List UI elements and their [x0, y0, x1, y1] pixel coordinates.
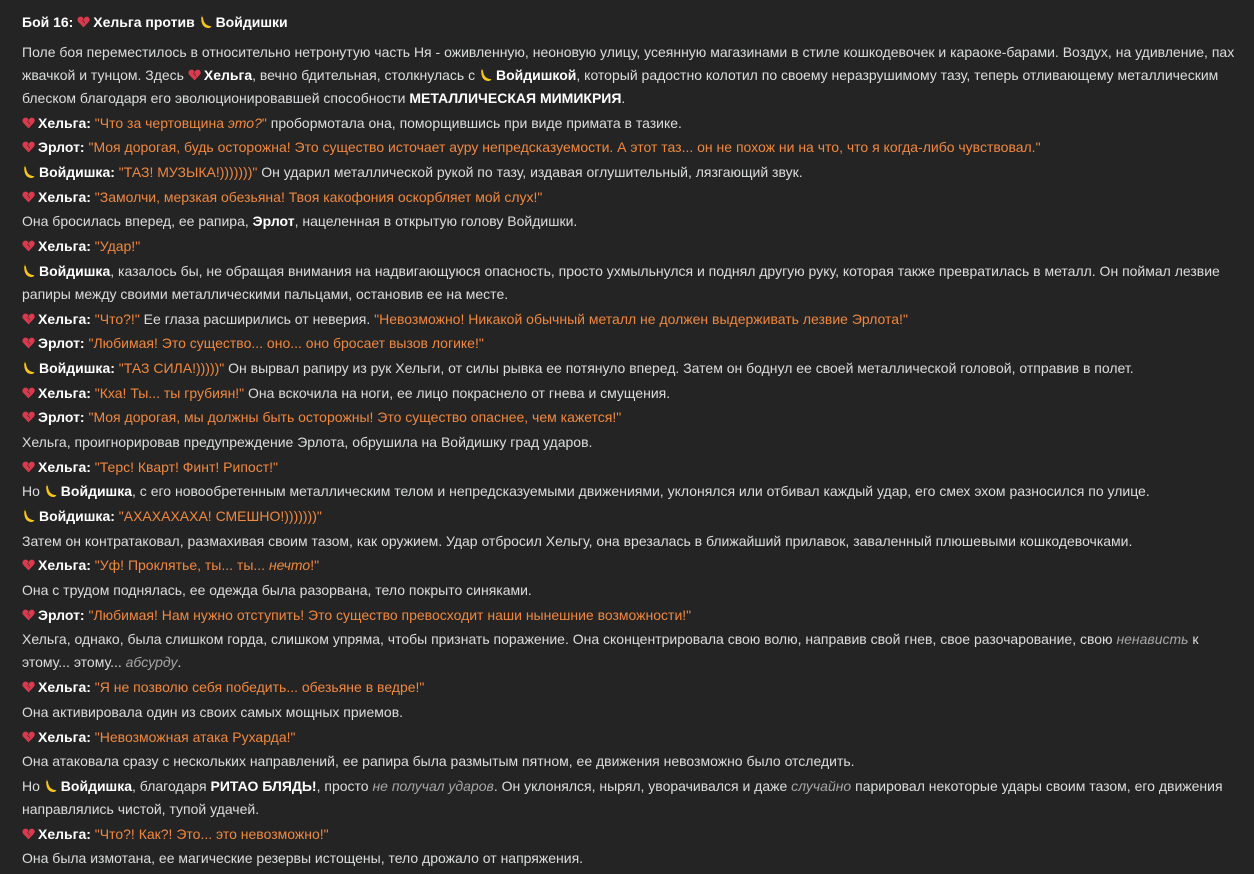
speaker-name: Войдишка:	[39, 164, 115, 181]
narration-text: .	[621, 90, 626, 106]
quote-text: "Невозможно! Никакой обычный металл не должен выдерживать лезвие Эрлота!"	[374, 310, 908, 327]
speaker-name: Войдишка:	[39, 508, 115, 524]
banana-icon	[44, 779, 58, 793]
character-name: Войдишкой	[495, 67, 577, 83]
emphasis-text: ненависть	[1116, 631, 1189, 648]
quote-emphasis: это?	[227, 114, 262, 131]
banana-icon	[44, 484, 58, 498]
banana-icon	[22, 264, 36, 278]
narration-line	[22, 530, 1236, 553]
narration-text: .	[177, 654, 182, 671]
narration-text: , просто	[316, 777, 373, 794]
quote-text: "Любимая! Нам нужно отступить! Это существо превосходит наши нынешние возможности!"	[88, 606, 692, 623]
banana-icon	[22, 361, 36, 375]
broken-heart-icon	[22, 609, 35, 621]
narration-line	[22, 750, 1236, 773]
speaker-name: Хельга:	[38, 679, 91, 696]
narration-text: , с его новообретенным металлическим телом и непредсказуемыми движениями, уклонялся или отбивал каждый удар, его смех эхом разносился по улице.	[132, 483, 1150, 500]
dialogue-line	[22, 235, 1236, 258]
dialogue-line	[22, 332, 1236, 355]
broken-heart-icon	[22, 240, 35, 252]
dialogue-line	[22, 112, 1236, 135]
narration-line	[22, 847, 1236, 870]
narration-text: пробормотала она, поморщившись при виде примата в тазике.	[266, 114, 682, 131]
speaker-name: Хельга:	[38, 310, 91, 327]
quote-text: "Что?!"	[94, 310, 140, 327]
quote-text: "Невозможная атака Рухарда!"	[94, 728, 296, 745]
quote-text: "Любимая! Это существо... оно... оно бросает вызов логике!"	[88, 335, 484, 352]
broken-heart-icon	[22, 117, 35, 129]
quote-text: "Что за чертовщина	[94, 114, 228, 131]
broken-heart-icon	[22, 411, 35, 423]
fighter-name: Хельга	[93, 14, 142, 30]
dialogue-line	[22, 726, 1236, 749]
narration-text: Затем он контратаковал, размахивая своим тазом, как оружием. Удар отбросил Хельгу, она врезалась в ближайший прилавок, заваленный плюшевыми кошкодевочками.	[22, 532, 1133, 549]
fighter-name: Войдишки	[215, 14, 288, 30]
quote-text: "Уф! Проклятье, ты... ты...	[94, 557, 269, 574]
fight-title	[22, 12, 1236, 32]
narration-text: Но	[22, 777, 44, 794]
narration-text: к этому... этому...	[22, 631, 1199, 671]
quote-text: "ТАЗ СИЛА!)))))"	[118, 359, 225, 376]
narration-line	[22, 431, 1236, 454]
character-name: Хельга	[203, 67, 253, 83]
quote-text: "Удар!"	[94, 238, 141, 255]
character-name: Войдишка	[60, 777, 133, 794]
speaker-name: Хельга:	[38, 458, 91, 475]
broken-heart-icon	[188, 69, 201, 81]
broken-heart-icon	[22, 191, 35, 203]
speaker-name: Хельга:	[38, 557, 91, 574]
speaker-name: Хельга:	[38, 728, 91, 745]
narration-line	[22, 480, 1236, 503]
dialogue-line	[22, 406, 1236, 429]
narration-line	[22, 701, 1236, 724]
speaker-name: Войдишка:	[39, 359, 115, 376]
quote-text: "Терс! Кварт! Финт! Рипост!"	[94, 458, 278, 475]
narration-text: Хельга, однако, была слишком горда, слишком упряма, чтобы признать поражение. Она сконцентрировала свою волю, направив свой гнев, свое разочарование, свою	[22, 631, 1117, 648]
speaker-name: Эрлот:	[38, 409, 85, 426]
broken-heart-icon	[22, 461, 35, 473]
dialogue-line	[22, 382, 1236, 405]
broken-heart-icon	[22, 337, 35, 349]
dialogue-line	[22, 604, 1236, 627]
narration-paragraph	[22, 260, 1236, 306]
narration-text: . Он уклонялся, нырял, уворачивался и даже	[493, 777, 792, 794]
broken-heart-icon	[22, 313, 35, 325]
quote-text: "Моя дорогая, мы должны быть осторожны! Это существо опаснее, чем кажется!"	[88, 409, 622, 426]
quote-text: "	[261, 114, 267, 131]
emphasis-text: абсурду	[125, 654, 178, 671]
broken-heart-icon	[22, 828, 35, 840]
quote-text: "Что?! Как?! Это... это невозможно!"	[94, 825, 329, 842]
narration-text: , нацеленная в открытую голову Войдишки.	[294, 213, 578, 230]
dialogue-line	[22, 554, 1236, 577]
dialogue-line	[22, 456, 1236, 479]
quote-text: "Замолчи, мерзкая обезьяна! Твоя какофония оскорбляет мой слух!"	[94, 188, 543, 205]
narration-text: парировал некоторые удары своим тазом, его движения направлялись чистой, тупой удачей.	[22, 777, 1223, 817]
narration-text: Он ударил металлической рукой по тазу, издавая оглушительный, лязгающий звук.	[257, 164, 803, 181]
narration-text: , который радостно колотил по своему неразрушимому тазу, теперь отливающему металлическим блеском благодаря его эволюционировавшей способности	[22, 67, 1219, 106]
speaker-name: Хельга:	[38, 238, 91, 255]
versus-label: против	[145, 14, 195, 30]
quote-text: "ТАЗ! МУЗЫКА!)))))))"	[118, 164, 258, 181]
broken-heart-icon	[22, 681, 35, 693]
ability-name: РИТАО БЛЯДЬ!	[210, 777, 317, 794]
dialogue-line	[22, 676, 1236, 699]
speaker-name: Хельга:	[38, 825, 91, 842]
dialogue-line	[22, 505, 1236, 528]
narration-text: Она вскочила на ноги, ее лицо покраснело от гнева и смущения.	[244, 384, 671, 401]
narration-text: Ее глаза расширились от неверия.	[139, 310, 375, 327]
narration-text: Она была измотана, ее магические резервы истощены, тело дрожало от напряжения.	[22, 850, 584, 867]
narration-paragraph	[22, 628, 1236, 674]
narration-text: , вечно бдительная, столкнулась с	[252, 67, 479, 83]
narration-text: Она с трудом поднялась, ее одежда была разорвана, тело покрыто синяками.	[22, 582, 532, 599]
narration-text: Поле боя переместилось в относительно нетронутую часть Ня - оживленную, неоновую улицу, усеянную магазинами в стиле кошкодевочек и караоке-барами. Воздух, на удивление, пах жвачкой и тунцом. Здесь	[22, 44, 1235, 83]
emphasis-text: не получал ударов	[372, 777, 494, 794]
quote-text: "Я не позволю себя победить... обезьяне в ведре!"	[94, 679, 425, 696]
quote-text: "Моя дорогая, будь осторожна! Это существо источает ауру непредсказуемости. А этот таз... он не похож ни на что, что я когда-либо чувствовал."	[88, 139, 1041, 156]
broken-heart-icon	[77, 16, 90, 28]
dialogue-line	[22, 823, 1236, 846]
dialogue-line	[22, 186, 1236, 209]
dialogue-line	[22, 308, 1236, 331]
speaker-name: Хельга:	[38, 114, 91, 131]
speaker-name: Эрлот:	[38, 335, 85, 352]
narration-paragraph	[22, 41, 1236, 110]
speaker-name: Хельга:	[38, 384, 91, 401]
quote-emphasis: нечто	[268, 557, 311, 574]
fight-number: Бой 16:	[22, 14, 74, 30]
narration-paragraph	[22, 775, 1236, 821]
broken-heart-icon	[22, 559, 35, 571]
broken-heart-icon	[22, 387, 35, 399]
dialogue-line	[22, 357, 1236, 380]
character-name: Войдишка	[60, 483, 133, 500]
quote-text: !"	[310, 557, 320, 574]
narration-text: Он вырвал рапиру из рук Хельги, от силы рывка ее потянуло вперед. Затем он боднул ее своей металлической головой, отправив в полет.	[224, 359, 1134, 376]
dialogue-line	[22, 161, 1236, 184]
emphasis-text: случайно	[791, 777, 852, 794]
speaker-name: Хельга:	[38, 188, 91, 205]
quote-text: "АХАХАХАХА! СМЕШНО!)))))))"	[118, 508, 322, 524]
dialogue-line	[22, 136, 1236, 159]
banana-icon	[22, 509, 36, 523]
banana-icon	[22, 165, 36, 179]
narration-text: Хельга, проигнорировав предупреждение Эрлота, обрушила на Войдишку град ударов.	[22, 433, 593, 450]
broken-heart-icon	[22, 141, 35, 153]
character-name: Эрлот	[252, 213, 295, 230]
banana-icon	[479, 68, 493, 82]
narration-text: Она бросилась вперед, ее рапира,	[22, 213, 253, 230]
broken-heart-icon	[22, 731, 35, 743]
narration-text: Она активировала один из своих самых мощных приемов.	[22, 703, 404, 720]
narration-text: Но	[22, 483, 44, 500]
speaker-name: Эрлот:	[38, 606, 85, 623]
speaker-name: Эрлот:	[38, 139, 85, 156]
narration-text: , казалось бы, не обращая внимания на надвигающуюся опасность, просто ухмыльнулся и поднял другую руку, которая также превратилась в металл. Он поймал лезвие рапиры между своими металлическими пальцами, остановив ее на месте.	[22, 262, 1220, 302]
narration-line	[22, 210, 1236, 233]
narration-text: , благодаря	[132, 777, 211, 794]
narration-line	[22, 579, 1236, 602]
narration-text: Она атаковала сразу с нескольких направлений, ее рапира была размытым пятном, ее движения невозможно было отследить.	[22, 753, 855, 770]
banana-icon	[199, 15, 213, 29]
ability-name: МЕТАЛЛИЧЕСКАЯ МИМИКРИЯ	[409, 90, 622, 106]
quote-text: "Кха! Ты... ты грубиян!"	[94, 384, 245, 401]
character-name: Войдишка	[39, 262, 111, 279]
